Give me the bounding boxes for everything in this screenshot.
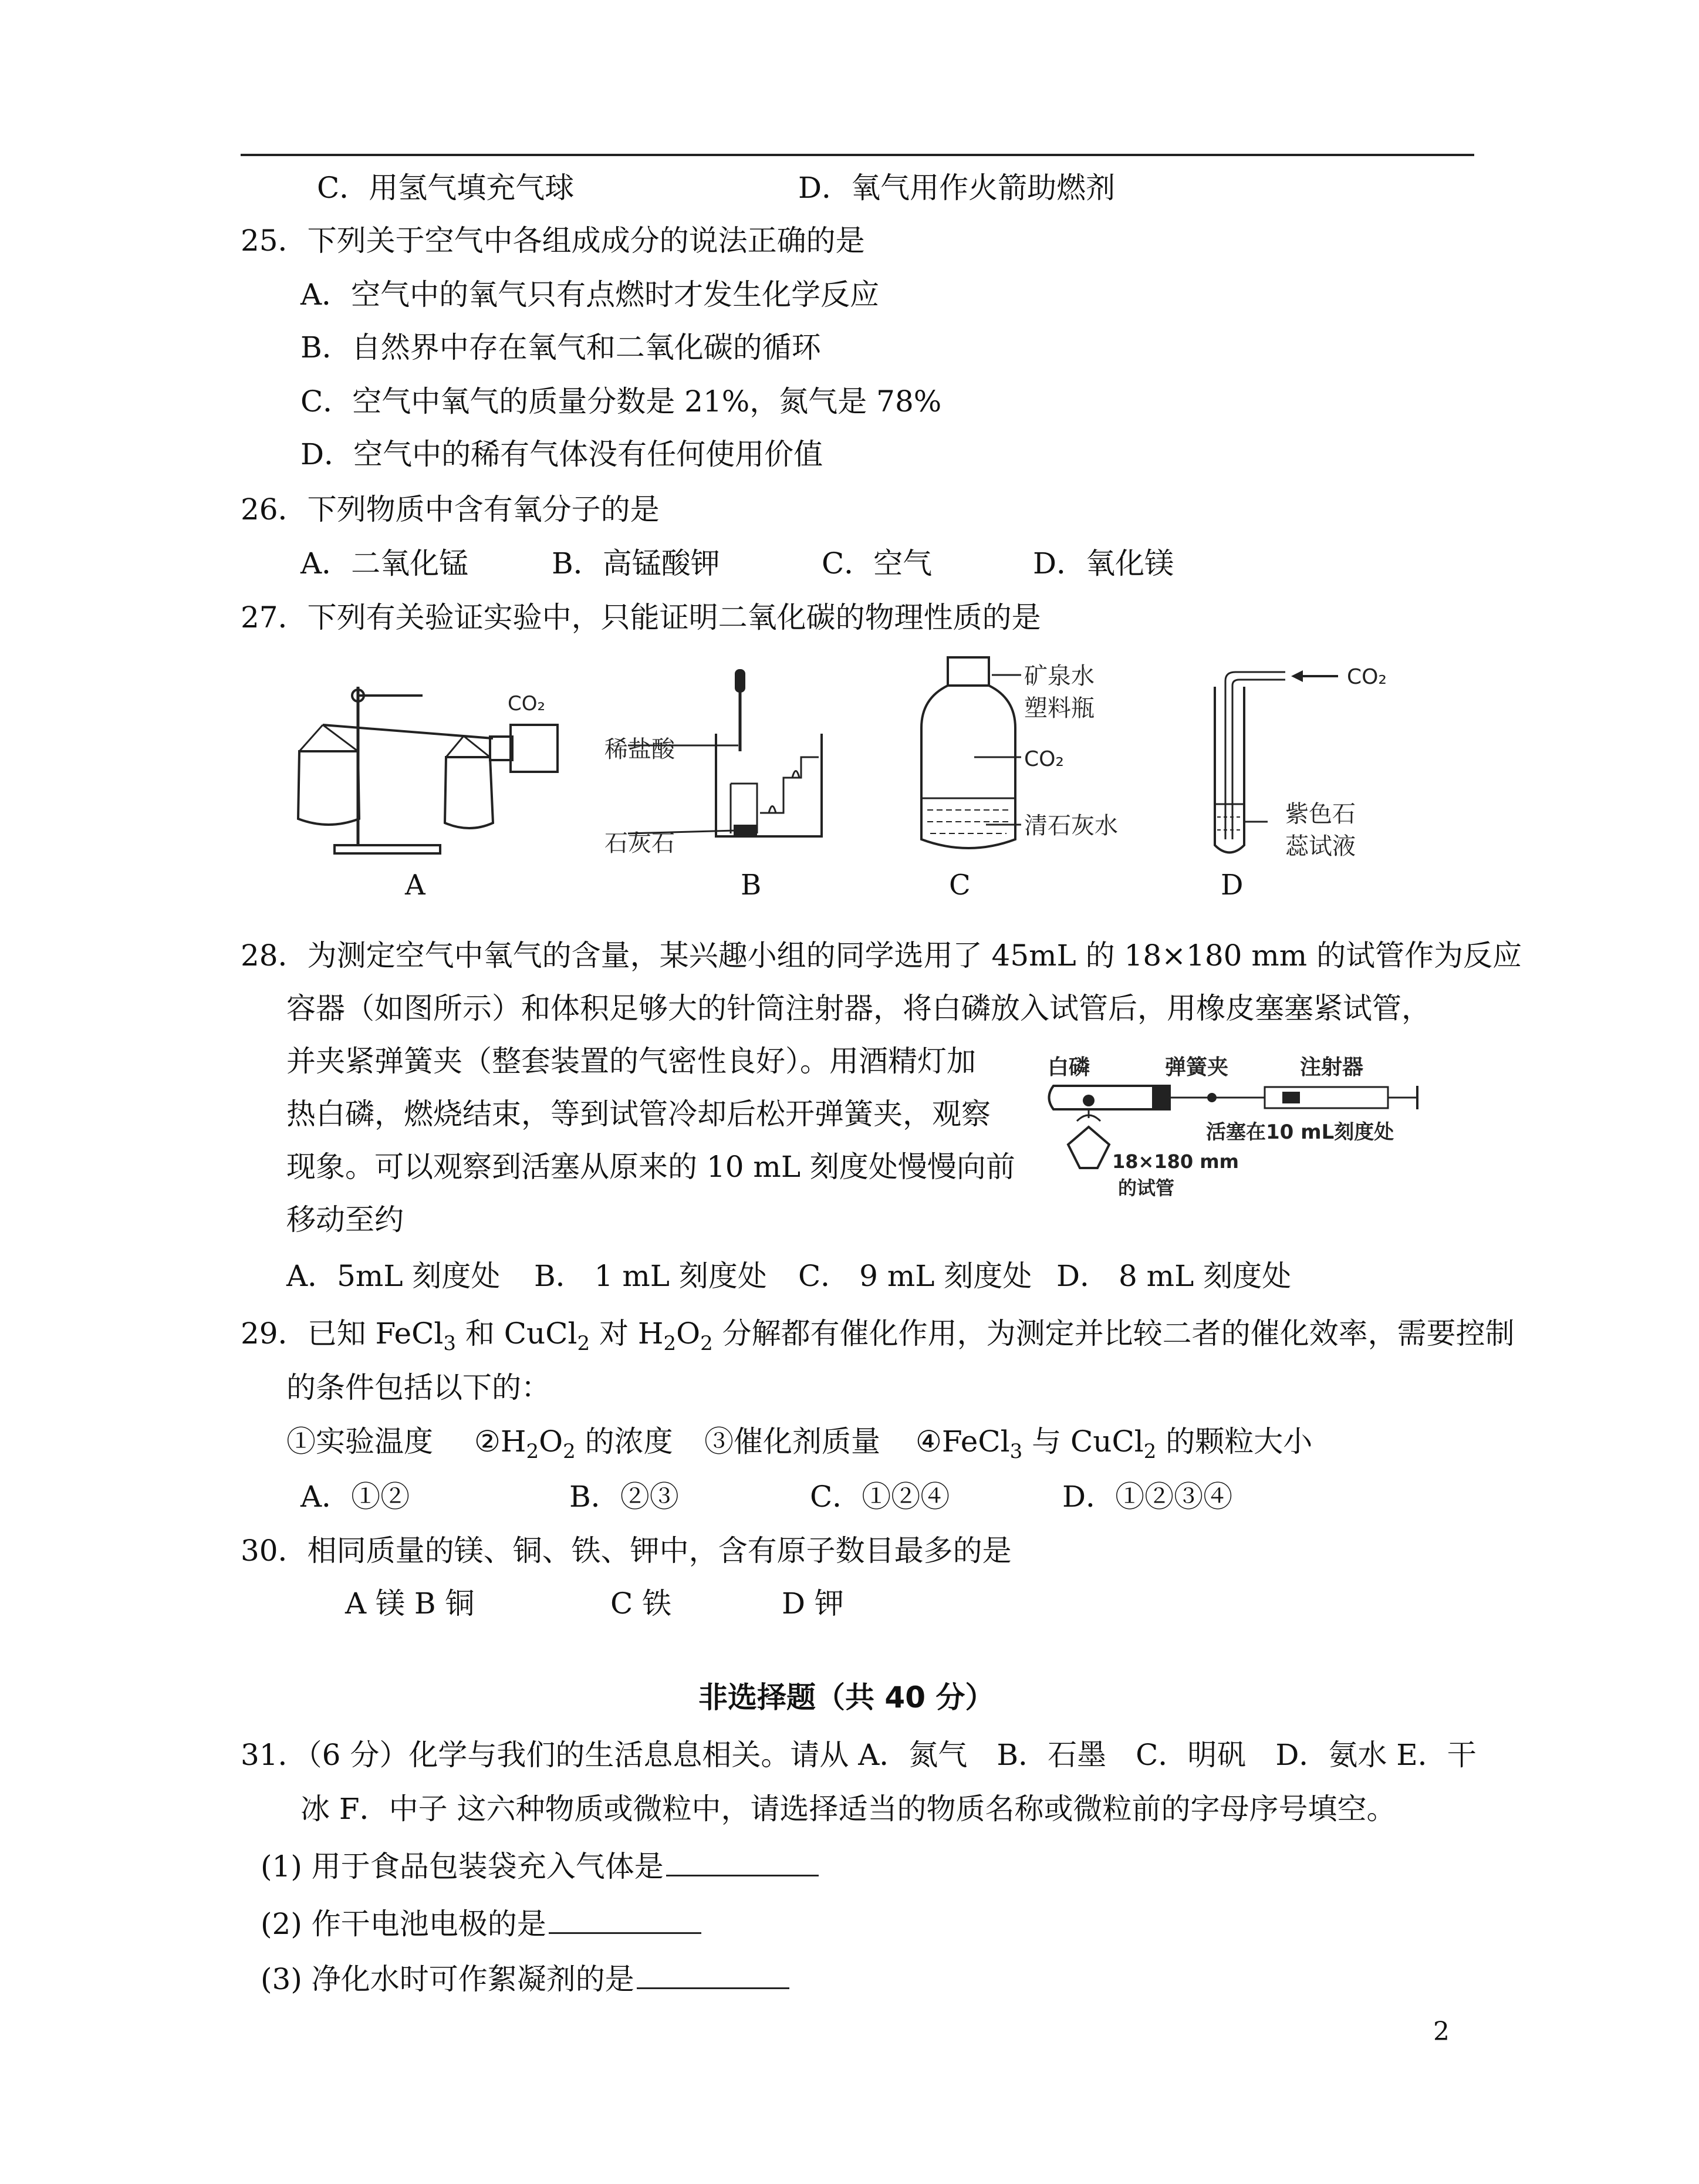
q27-figure-d-caption: D — [1221, 869, 1244, 902]
q28-line-2: 容器（如图所示）和体积足够大的针筒注射器，将白磷放入试管后，用橡皮塞塞紧试管， — [286, 991, 1431, 1025]
fig-b-label-acid: 稀盐酸 — [604, 736, 675, 763]
q26-option-d: D．氧化镁 — [1033, 546, 1174, 580]
q30-option-c: C 铁 — [610, 1586, 672, 1621]
q28-line-4: 热白磷，燃烧结束，等到试管冷却后松开弹簧夹，观察 — [286, 1097, 991, 1131]
q29-stem: 29．已知 FeCl$_3$ 和 CuCl$_2$ 对 $H_2O_2$ 分解都有催化作用，为测定并比较二者的催化效率，需要控制 — [241, 1317, 1515, 1355]
q31-sub-1: (1) 用于食品包装袋充入气体是 — [261, 1848, 819, 1884]
answer-blank-3[interactable] — [637, 1960, 789, 1989]
fig-c-label-limewater: 清石灰水 — [1024, 812, 1118, 839]
q28-apparatus-figure — [1042, 1051, 1441, 1221]
q27-figure-b — [599, 663, 845, 863]
q27-stem: 27．下列有关验证实验中，只能证明二氧化碳的物理性质的是 — [241, 600, 1041, 634]
q28-label-spring-clip: 弹簧夹 — [1165, 1055, 1229, 1079]
fig-a-co2-label: CO₂ — [508, 692, 546, 715]
q27-figure-c — [904, 652, 1174, 863]
q25-option-b: B．自然界中存在氧气和二氧化碳的循环 — [300, 330, 821, 364]
q31-line-1: 31．（6 分）化学与我们的生活息息相关。请从 A．氮气 B．石墨 C．明矾 D．氨水 E．干 — [241, 1738, 1477, 1772]
fig-d-label-litmus-2: 蕊试液 — [1285, 833, 1356, 860]
q30-option-ab: A 镁 B 铜 — [345, 1586, 475, 1621]
q29-line-2: 的条件包括以下的： — [286, 1371, 550, 1405]
q29-option-d: D．①②③④ — [1062, 1480, 1233, 1514]
q30-option-d: D 钾 — [782, 1586, 844, 1621]
q29-condition-4: ④FeCl$_3$ 与 CuCl$_2$ 的颗粒大小 — [916, 1425, 1313, 1463]
q28-line-6: 移动至约 — [286, 1203, 404, 1237]
q28-label-piston: 活塞在10 mL刻度处 — [1206, 1120, 1394, 1144]
q30-stem: 30．相同质量的镁、铜、铁、钾中，含有原子数目最多的是 — [241, 1534, 1012, 1568]
q28-label-tube-size: 18×180 mm — [1112, 1150, 1239, 1173]
q29-condition-3: ③催化剂质量 — [704, 1425, 880, 1459]
q29-option-a: A．①② — [300, 1480, 410, 1514]
header-rule — [241, 154, 1474, 156]
q27-figure-d — [1203, 663, 1438, 863]
q27-figure-b-caption: B — [741, 869, 762, 902]
q28-line-1: 28．为测定空气中氧气的含量，某兴趣小组的同学选用了 45mL 的 18×180 mm 的试管作为反应 — [241, 939, 1522, 973]
q26-option-b: B．高锰酸钾 — [552, 546, 720, 580]
q31-sub-3: (3) 净化水时可作絮凝剂的是 — [261, 1960, 789, 1997]
q24-option-d: D．氧气用作火箭助燃剂 — [798, 171, 1116, 205]
q31-sub-2: (2) 作干电池电极的是 — [261, 1905, 701, 1942]
q24-option-c: C．用氢气填充气球 — [317, 171, 575, 205]
q28-label-white-phosphorus: 白磷 — [1048, 1055, 1090, 1079]
q25-option-d: D．空气中的稀有气体没有任何使用价值 — [300, 437, 823, 471]
fig-c-label-water: 矿泉水 — [1024, 663, 1095, 690]
q29-option-c: C．①②④ — [810, 1480, 950, 1514]
q27-figure-a — [288, 669, 581, 869]
q27-figure-c-caption: C — [949, 869, 971, 902]
q28-line-3: 并夹紧弹簧夹（整套装置的气密性良好）。用酒精灯加 — [286, 1044, 976, 1078]
q28-label-tube: 的试管 — [1118, 1177, 1175, 1199]
fig-d-co2-label: CO₂ — [1347, 665, 1387, 689]
fig-d-label-litmus-1: 紫色石 — [1285, 801, 1356, 828]
q28-line-5: 现象。可以观察到活塞从原来的 10 mL 刻度处慢慢向前 — [286, 1150, 1015, 1184]
q27-figure-a-caption: A — [405, 869, 425, 902]
answer-blank-1[interactable] — [666, 1848, 819, 1876]
fig-c-label-co2: CO₂ — [1024, 747, 1064, 771]
q28-option-d: D． 8 mL 刻度处 — [1056, 1259, 1292, 1293]
q25-option-a: A．空气中的氧气只有点燃时才发生化学反应 — [300, 278, 880, 312]
section-heading: 非选择题（共 40 分） — [698, 1680, 995, 1714]
q29-condition-2: $②H_2O_2$ 的浓度 — [474, 1425, 673, 1463]
q28-option-c: C． 9 mL 刻度处 — [798, 1259, 1032, 1293]
q28-option-b: B． 1 mL 刻度处 — [534, 1259, 767, 1293]
fig-b-label-limestone: 石灰石 — [604, 830, 675, 857]
q31-line-2: 冰 F．中子 这六种物质或微粒中，请选择适当的物质名称或微粒前的字母序号填空。 — [300, 1792, 1396, 1826]
answer-blank-2[interactable] — [549, 1905, 701, 1934]
q26-option-c: C．空气 — [822, 546, 933, 580]
q28-label-syringe: 注射器 — [1300, 1055, 1364, 1079]
q26-option-a: A．二氧化锰 — [300, 546, 469, 580]
q29-option-b: B．②③ — [569, 1480, 679, 1514]
q29-condition-1: ①实验温度 — [286, 1425, 433, 1459]
q26-stem: 26．下列物质中含有氧分子的是 — [241, 492, 660, 526]
fig-c-label-bottle: 塑料瓶 — [1024, 695, 1095, 722]
q28-option-a: A．5mL 刻度处 — [286, 1259, 501, 1293]
q25-option-c: C．空气中氧气的质量分数是 21%，氮气是 78% — [300, 384, 942, 418]
page-number: 2 — [1433, 2017, 1450, 2047]
q25-stem: 25．下列关于空气中各组成成分的说法正确的是 — [241, 224, 865, 258]
